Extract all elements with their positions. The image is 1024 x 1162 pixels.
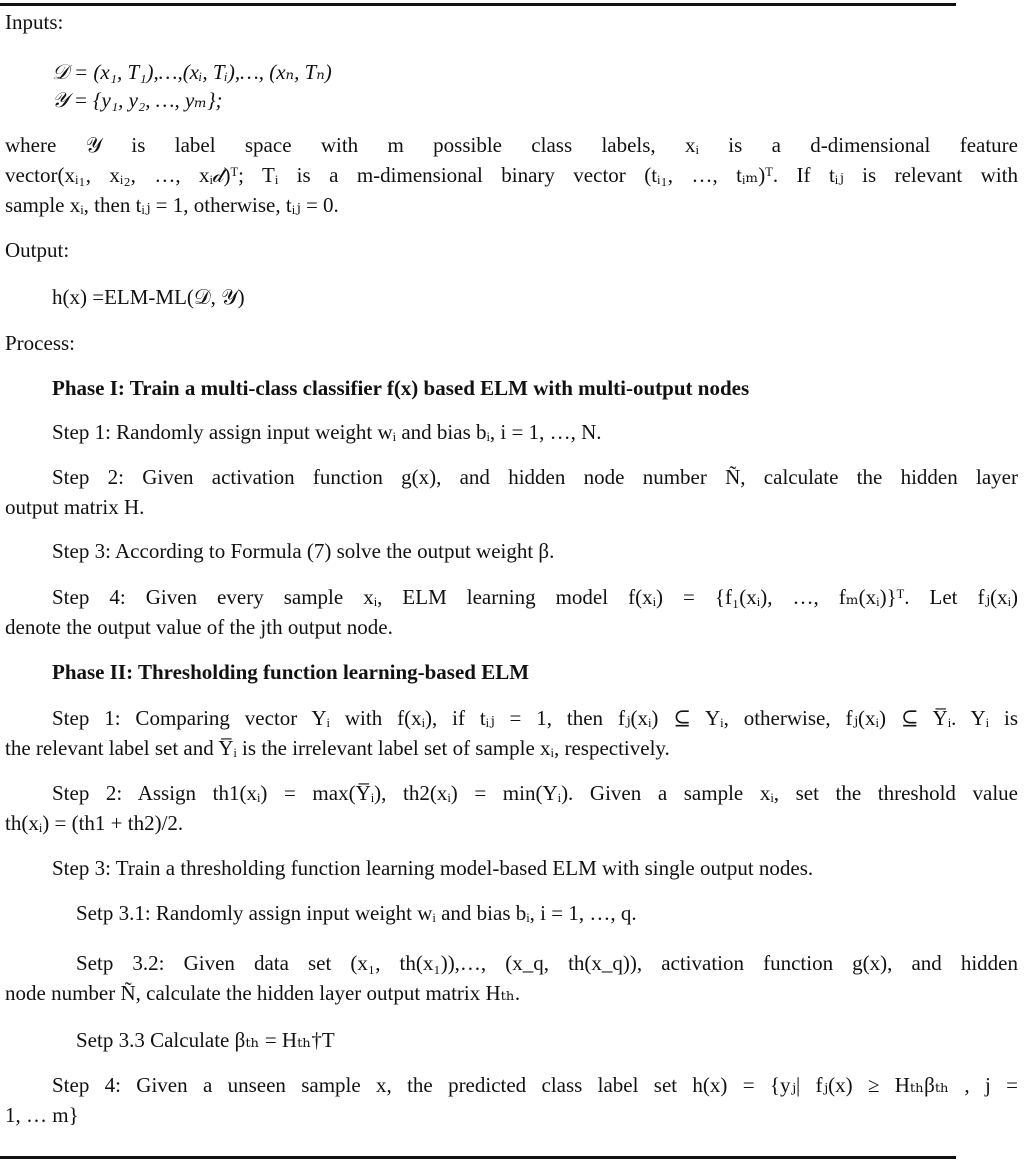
label-space-definition: 𝒴 = {y₁, y₂, …, yₘ}; bbox=[52, 88, 223, 112]
phase1-step2: Step 2: Given activation function g(x), and hidden node number Ñ, calculate the hidden layer bbox=[52, 465, 1018, 489]
phase2-step2: Step 2: Assign th1(xᵢ) = max(Y̅ᵢ), th2(xᵢ) = min(Yᵢ). Given a sample xᵢ, set the threshold value bbox=[52, 781, 1018, 805]
phase2-step4-cont: 1, … m} bbox=[5, 1103, 79, 1127]
phase1-step2-cont: output matrix H. bbox=[5, 495, 145, 519]
phase2-step2-cont: th(xᵢ) = (th1 + th2)/2. bbox=[5, 811, 184, 835]
phase1-title: Phase I: Train a multi-class classifier f(x) based ELM with multi-output nodes bbox=[52, 376, 750, 400]
phase2-setp3-1: Setp 3.1: Randomly assign input weight wᵢ and bias bᵢ, i = 1, …, q. bbox=[76, 901, 637, 925]
phase2-title: Phase II: Thresholding function learning-based ELM bbox=[52, 660, 530, 684]
top-rule bbox=[0, 3, 956, 6]
phase1-step3: Step 3: According to Formula (7) solve the output weight β. bbox=[52, 539, 555, 563]
output-formula: h(x) =ELM-ML(𝒟, 𝒴) bbox=[52, 285, 245, 309]
inputs-description-line: where 𝒴 is label space with m possible class labels, xᵢ is a d-dimensional feature bbox=[5, 133, 1018, 157]
process-label: Process: bbox=[5, 331, 75, 355]
inputs-description-line: sample xᵢ, then tᵢⱼ = 1, otherwise, tᵢⱼ = 0. bbox=[5, 193, 339, 217]
inputs-description-line: vector(xᵢ₁, xᵢ₂, …, xᵢ𝒹)ᵀ; Tᵢ is a m-dimensional binary vector (tᵢ₁, …, tᵢₘ)ᵀ. If tᵢⱼ is relevant with bbox=[5, 163, 1018, 187]
phase2-setp3-3: Setp 3.3 Calculate βₜₕ = Hₜₕ†T bbox=[76, 1028, 335, 1052]
dataset-definition: 𝒟 = (x₁, T₁),…,(xᵢ, Tᵢ),…, (xₙ, Tₙ) bbox=[52, 60, 332, 84]
phase2-step3: Step 3: Train a thresholding function learning model-based ELM with single output nodes. bbox=[52, 856, 814, 880]
phase2-step4: Step 4: Given a unseen sample x, the predicted class label set h(x) = {yⱼ| fⱼ(x) ≥ Hₜₕβₜₕ , j = bbox=[52, 1073, 1018, 1097]
phase2-setp3-2: Setp 3.2: Given data set (x₁, th(x₁)),…, (x_q, th(x_q)), activation function g(x), and hidden bbox=[76, 951, 1018, 975]
phase1-step4: Step 4: Given every sample xᵢ, ELM learning model f(xᵢ) = {f₁(xᵢ), …, fₘ(xᵢ)}ᵀ. Let fⱼ(xᵢ) bbox=[52, 585, 1018, 609]
inputs-label: Inputs: bbox=[5, 10, 64, 34]
phase1-step1: Step 1: Randomly assign input weight wᵢ and bias bᵢ, i = 1, …, N. bbox=[52, 420, 602, 444]
phase2-step1: Step 1: Comparing vector Yᵢ with f(xᵢ), if tᵢⱼ = 1, then fⱼ(xᵢ) ⊆ Yᵢ, otherwise, fⱼ(xᵢ) ⊆ Y̅ᵢ. Yᵢ is bbox=[52, 706, 1018, 730]
phase1-step4-cont: denote the output value of the jth output node. bbox=[5, 615, 393, 639]
phase2-step1-cont: the relevant label set and Y̅ᵢ is the irrelevant label set of sample xᵢ, respectively. bbox=[5, 736, 670, 760]
phase2-setp3-2-cont: node number Ñ, calculate the hidden layer output matrix Hₜₕ. bbox=[5, 981, 521, 1005]
output-label: Output: bbox=[5, 238, 70, 262]
bottom-rule bbox=[0, 1156, 956, 1159]
